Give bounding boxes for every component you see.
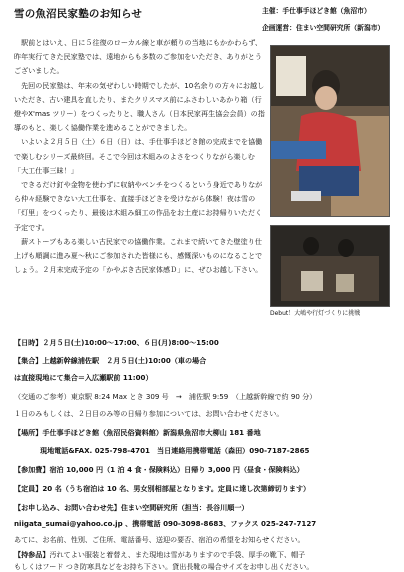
fee-row [14, 465, 394, 475]
capacity-row [14, 484, 394, 494]
bring-row [14, 550, 394, 560]
host-label: 主催： [262, 7, 283, 15]
contact-text: niigata_sumai@yahoo.co.jp 、携帯電話 090-3098-8683、ファクス 025-247-7127 [14, 519, 317, 528]
fee-label: 【参加費】 [14, 465, 50, 474]
host-name: 手仕事手ほどき館（魚沼市） [282, 7, 371, 15]
meet-text: 上越新幹線浦佐駅 ２月５日(土)10:00（車の場合 [42, 356, 207, 365]
capacity-label: 【定員】 [14, 484, 43, 493]
flyer-title: 雪の魚沼民家塾のお知らせ [14, 8, 143, 20]
day-note-row [14, 409, 394, 419]
intro-paragraph: できるだけ釘や金物を使わずに収納やベンチをつくるという身近でありながら仲々経験できない大工仕事を、直接手ほどきを受けながら体験！夜は雪の「灯里」をつくったり、最後は木組み細工の作品をお土産にお持帰りいただく予定です。 [14, 180, 263, 232]
apply-row [14, 503, 394, 513]
venue-label: 【場所】 [14, 428, 43, 437]
planner-label: 企画運営： [262, 24, 296, 32]
transit-row [14, 392, 394, 402]
venue-text: 手仕事手ほどき館（魚沼民俗資料館）新潟県魚沼市大柳山 181 番地 [42, 428, 261, 437]
phone-text: 現地電話&FAX. 025-798-4701 当日連絡用携帯電話（森田）090-7187-2865 [40, 446, 310, 455]
date-text: ２月５日(土)10:00～17:00、６日(月)8:00～15:00 [42, 338, 219, 347]
contact-note-text: あてに、お名前、性別、ご住所、電話番号、送迎の要否、宿泊の希望をお知らせください。 [14, 535, 305, 544]
phone-row [40, 446, 404, 456]
meet-row-2 [14, 373, 394, 383]
workshop-photo [270, 45, 390, 217]
meet-label: 【集合】 [14, 356, 43, 365]
fee-text: 宿泊 10,000 円（1 泊 4 食・保険料込）日帰り 3,000 円（昼食・保険料込） [49, 465, 304, 474]
intro-paragraph: いよいよ２月５日（土）６日（日）は、手仕事手ほどき館の完成までを協働で楽しむシリーズ最終回。そこで今回は木組みのよさをつくりながら楽しむ「大工仕事三昧！」 [14, 137, 263, 175]
intro-paragraph: 先回の民家塾は、年末の気ぜわしい時期でしたが、10名余りの方々にお越しいただき、古い建具を直したり、またクリスマス前にふさわしいあかり箱（行燈やX'mas ツリー）をつくったりと、職人さん（日本民家再生協会会員）の指導のもと、楽しく協働作業を進めることができました。 [14, 80, 265, 133]
capacity-text: 20 名（うち宿泊は 10 名、男女別相部屋となります。定員に達し次第締切ります） [42, 484, 311, 493]
lantern-photo [270, 225, 390, 307]
planner-name: 住まい空間研究所（新潟市） [295, 24, 385, 32]
meet-row [14, 356, 394, 366]
contact-note-row [14, 535, 394, 545]
photo-caption: Debut！大嶋や行灯づくりに挑戦 [270, 310, 361, 317]
date-row [14, 338, 394, 348]
intro-text [14, 36, 266, 277]
bring-text: 汚れてよい服装と着替え、また現地は雪がありますので手袋、厚手の靴下、帽子 [49, 550, 306, 559]
meet-text-2: は直接現地にて集合＝入広瀬駅前 11:00） [14, 373, 153, 382]
intro-paragraph: 薪ストーブもある楽しい古民家での協働作業。これまで続いてきた壁塗り仕上げも順調に進み夏～秋にご参加された皆様にも、感慨深いものになることでしょう。２月末完成予定の「かやぶき古民家体感Ｄ」に、ぜひお越し下さい。 [14, 236, 263, 275]
planner-line [262, 22, 384, 32]
venue-row [14, 428, 394, 438]
day-note-text: １日のみもしくは、２日目のみ等の日帰り参加については、お問い合わせください。 [14, 409, 284, 418]
intro-paragraph: 駅前とはいえ、日に５往復のローカル線と車が頼りの当地にもかかわらず、昨年実行てきた民家塾では、遠地からも多数のご参加をいただき、ありがとうございました。 [14, 38, 262, 76]
bring-label: 【持参品】 [14, 550, 50, 559]
transit-text: （交通のご参考）東京駅 8:24 Max とき 309 号 → 浦佐駅 9:59 （上越新幹線で約 90 分） [14, 392, 317, 401]
apply-text: 住まい空間研究所（担当：長谷川順一） [120, 503, 249, 512]
apply-label: 【お申し込み、お問い合わせ先】 [14, 503, 121, 512]
contact-row [14, 519, 394, 529]
date-label: 【日時】 [14, 338, 43, 347]
bring-text-2: もしくはフード つき防寒具などをお持ち下さい。貸出長靴の場合サイズをお申し出ください。 [14, 562, 314, 571]
host-line [262, 5, 371, 15]
